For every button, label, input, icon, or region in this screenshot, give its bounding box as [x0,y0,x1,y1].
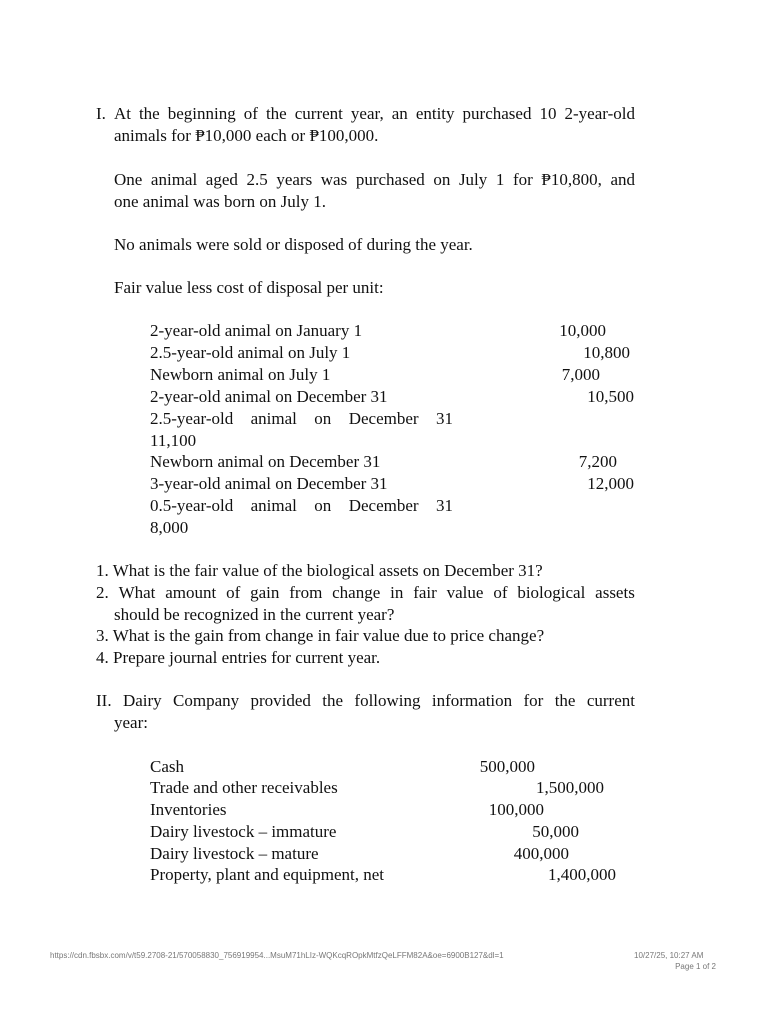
question-2-line2: should be recognized in the current year? [114,605,395,624]
balance-item-value: 100,000 [488,800,544,819]
question-3: 3. What is the gain from change in fair value due to price change? [96,626,545,645]
fv-item-label-justified [150,495,453,517]
word: 1 [495,170,505,189]
word: At [113,104,131,123]
word: value [446,583,484,602]
fv-item-value: 10,000 [559,321,606,340]
fv-item-value: 7,000 [561,365,600,384]
word: purchased [355,170,425,189]
word: What [118,583,156,602]
part2-intro-line1 [96,690,635,712]
balance-item-value: 1,500,000 [536,778,604,797]
word: year, [350,104,384,123]
balance-item-label: Property, plant and equipment, net [150,865,385,884]
word: on [314,409,332,428]
word: Company [173,691,240,710]
balance-item-value: 400,000 [513,844,569,863]
word: 31 [435,409,453,428]
word: animal [250,496,297,515]
word: and [610,170,635,189]
word: 31 [435,496,453,515]
fv-item-value: 10,800 [583,343,630,362]
balance-item-value: 1,400,000 [548,865,616,884]
word: the [322,691,344,710]
balance-item-value: 50,000 [532,822,579,841]
fv-item-value: 12,000 [587,474,634,493]
word: in [390,583,404,602]
part2-intro-line2: year: [114,713,148,732]
word: 10 [539,104,557,123]
word: I. [96,104,106,123]
footer-page-number: Page 1 of 2 [675,962,716,971]
balance-item-label: Dairy livestock – mature [150,844,319,863]
word: on [433,170,451,189]
fv-item-value: 8,000 [150,518,189,537]
fv-item-label: 2-year-old animal on January 1 [150,321,363,340]
word: July [458,170,488,189]
balance-item-label: Trade and other receivables [150,778,338,797]
fv-item-label-justified [150,408,453,430]
part1-intro-line1 [96,103,635,125]
word: gain [250,583,280,602]
question-2-line1 [96,582,635,604]
word: current [294,104,343,123]
word: from [289,583,323,602]
balance-item-label: Cash [150,757,184,776]
part1-purchase-line2: one animal was born on July 1. [114,192,326,211]
word: an [391,104,408,123]
word: Dairy [122,691,162,710]
word: current [586,691,635,710]
word: December [348,409,419,428]
fv-item-label: Newborn animal on December 31 [150,452,381,471]
fair-value-heading: Fair value less cost of disposal per unit: [114,278,384,297]
word: 0.5-year-old [150,496,234,515]
fv-item-value: 11,100 [150,431,197,450]
word: December [348,496,419,515]
word: 2. [96,583,109,602]
word: the [138,104,160,123]
footer-timestamp: 10/27/25, 10:27 AM [634,951,704,960]
word: beginning [167,104,236,123]
word: information [431,691,513,710]
word: change [332,583,381,602]
fv-item-label: Newborn animal on July 1 [150,365,331,384]
balance-item-value: 500,000 [479,757,535,776]
footer-source-url[interactable]: https://cdn.fbsbx.com/v/t59.2708-21/570058830_756919954...MsuM71hLIz-WQKcqROpkMtfzQeLFFM82A&oe=6900B127&dl=1 [50,951,504,960]
word: purchased [462,104,532,123]
word: provided [250,691,311,710]
word: entity [415,104,455,123]
word: was [320,170,348,189]
word: the [554,691,576,710]
question-4: 4. Prepare journal entries for current year. [96,648,381,667]
balance-item-label: Dairy livestock – immature [150,822,337,841]
word: ₱10,800, [541,170,602,189]
word: aged [205,170,238,189]
word: amount [165,583,217,602]
word: the [265,104,287,123]
word: assets [595,583,635,602]
fv-item-value: 7,200 [578,452,617,471]
word: 2-year-old [564,104,635,123]
question-1: 1. What is the fair value of the biological assets on December 31? [96,561,543,580]
word: One [114,170,143,189]
word: on [314,496,332,515]
word: fair [413,583,437,602]
fv-item-label: 2-year-old animal on December 31 [150,387,388,406]
balance-item-label: Inventories [150,800,227,819]
word: of [243,104,258,123]
word: biological [517,583,586,602]
part1-intro-line2: animals for ₱10,000 each or ₱100,000. [114,126,379,145]
word: of [226,583,241,602]
word: 2.5 [246,170,268,189]
word: following [354,691,421,710]
word: for [523,691,544,710]
fv-item-value: 10,500 [587,387,634,406]
fv-item-label: 2.5-year-old animal on July 1 [150,343,351,362]
word: of [493,583,508,602]
word: II. [96,691,112,710]
fv-item-label: 3-year-old animal on December 31 [150,474,388,493]
word: 2.5-year-old [150,409,234,428]
part1-purchase-line1 [114,169,635,191]
word: for [512,170,533,189]
word: animal [250,409,297,428]
word: years [276,170,313,189]
word: animal [150,170,198,189]
part1-no-sale: No animals were sold or disposed of during the year. [114,235,473,254]
